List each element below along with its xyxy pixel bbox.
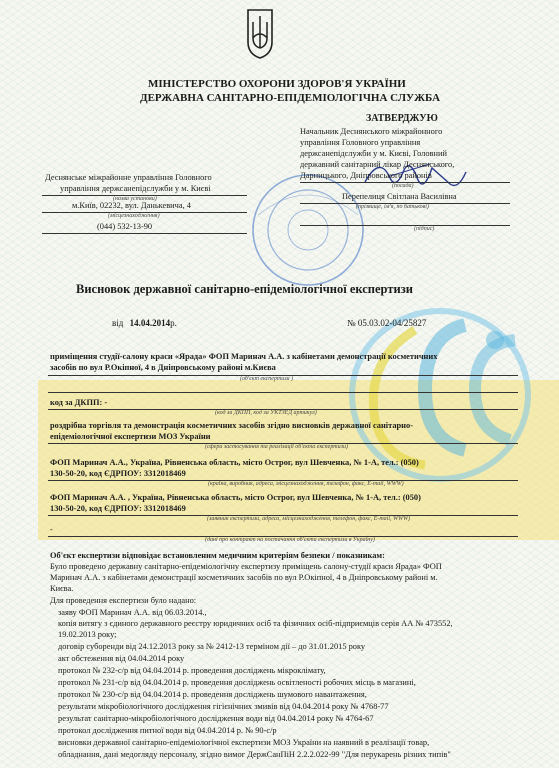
contract-value: - — [50, 525, 53, 534]
list-item: протокол № 232-с/р від 04.04.2014 р. проведення досліджень мікроклімату, — [58, 666, 326, 675]
dkpp-caption: (код за ДКПП, код за УКТЗЕД артикул) — [215, 410, 317, 416]
approve-position-1: Начальник Деснянського міжрайонного — [300, 127, 443, 136]
scope-line-2: епідеміологічної експертизи МОЗ України — [50, 432, 211, 441]
approve-position-caption: (посада) — [392, 183, 414, 189]
producer-line-2: 130-50-20, код ЄДРПОУ: 3312018469 — [50, 469, 186, 478]
object-caption: (об'єкт експертизи ) — [240, 376, 294, 382]
approve-position-3: держсанепідслужби у м. Києві, Головний — [300, 149, 447, 158]
approve-position-2: управління Головного управління — [300, 138, 421, 147]
institution-name-1: Деснянське міжрайонне управління Головного — [45, 173, 212, 182]
body-paragraph-2: Маринач А.А. з кабінетами демонстрації косметичних засобів по вул Р.Окіпної, 4 в Дніпровському районі м. — [50, 573, 438, 582]
official-stamp-icon — [248, 170, 368, 290]
institution-address-caption: (місцезнаходження) — [108, 213, 160, 219]
institution-name-caption: (назва установи) — [113, 196, 157, 202]
applicant-line-1: ФОП Маринач А.А. , Україна, Рівненська область, місто Острог, вул Шевченка, № 1-А, тел.: (050) — [50, 493, 421, 502]
submitted-heading: Для проведення експертизи було надано: — [50, 596, 197, 605]
list-item: копія витягу з єдиного державного реєстру юридичних осіб та фізичних осіб-підприємців серія АА № 473552, — [58, 619, 453, 628]
institution-address: м.Київ, 02232, вул. Данькевича, 4 — [72, 201, 191, 210]
document-date-row — [112, 318, 177, 328]
list-item: акт обстеження від 04.04.2014 року — [58, 654, 185, 663]
contract-caption: (дані про контракт на постачання об'єкта експертизи в Україну) — [205, 537, 375, 543]
approve-name: Перепелиця Світлана Василівна — [342, 192, 457, 201]
approve-signature-caption: (підпис) — [414, 226, 435, 232]
institution-name-2: управління держсанепідслужби у м. Києві — [60, 184, 211, 193]
coat-of-arms-icon — [245, 8, 275, 60]
document-number-row — [347, 318, 426, 328]
document-date: 14.04.2014 — [129, 318, 171, 328]
document-title: Висновок державної санітарно-епідеміологічної експертизи — [76, 282, 413, 296]
producer-caption: (країна, виробник, адреса, місцезнаходження, телефон, факс, E-mail, WWW) — [208, 481, 404, 487]
body-paragraph-1: Було проведено державну санітарно-епідеміологічну експертизу приміщень салону-студії краси Ярада» ФОП — [50, 562, 442, 571]
ministry-title: МІНІСТЕРСТВО ОХОРОНИ ЗДОРОВ'Я УКРАЇНИ — [148, 78, 406, 90]
date-label: від — [112, 318, 124, 328]
list-item: заяву ФОП Маринач А.А. від 06.03.2014., — [58, 608, 207, 617]
list-item: протокол № 230-с/р від 04.04.2014 р. проведення досліджень шумового навантаження, — [58, 690, 367, 699]
number-label: № — [347, 318, 356, 328]
scope-caption: (сфера застосування та реалізації об'єкта експертизи) — [205, 444, 348, 450]
list-item: 19.02.2013 року; — [58, 630, 117, 639]
list-item: протокол дослідження питної води від 04.04.2014 р. № 90-с/р — [58, 726, 277, 735]
scope-line-1: роздрібна торгівля та демонстрація косметичних засобів згідно висновків державної санітарно- — [50, 421, 413, 430]
approve-position-5: Дарницького, Дніпровського районів — [300, 171, 432, 180]
applicant-line-2: 130-50-20, код ЄДРПОУ: 3312018469 — [50, 504, 186, 513]
applicant-caption: (заявник експертизи, адреса, місцезнаходження, телефон, факс, E-mail, WWW) — [207, 516, 410, 522]
list-item: результат санітарно-мікробіологічного дослідження води від 04.04.2014 року № 4764-67 — [58, 714, 374, 723]
document-number: 05.03.02-04/25827 — [357, 318, 427, 328]
approve-name-caption: (прізвище, ім'я, по батькові) — [356, 204, 429, 210]
list-item: протокол № 231-с/р від 04.04.2014 р. проведення досліджень освітленості робочих місць в магазині, — [58, 678, 416, 687]
approve-title: ЗАТВЕРДЖУЮ — [366, 113, 438, 124]
object-line-1: приміщення студії-салону краси «Ярада» ФОП Маринач А.А. з кабінетами демонстрації косметичних — [50, 352, 438, 361]
producer-line-1: ФОП Маринач А.А., Україна, Рівненська область, місто Острог, вул Шевченка, № 1-А, тел.: (050) — [50, 458, 419, 467]
list-item: висновки державної санітарно-епідеміологічної експертизи МОЗ України на наявний в реалізації товар, — [58, 738, 430, 747]
list-item: договір суборенди від 24.12.2013 року за № 2412-13 терміном дії – до 31.01.2015 року — [58, 642, 366, 651]
object-line-2: засобів по вул Р.Окіпної, 4 в Дніпровському районі м.Києва — [50, 363, 276, 372]
service-title: ДЕРЖАВНА САНІТАРНО-ЕПІДЕМІОЛОГІЧНА СЛУЖБА — [140, 92, 441, 104]
institution-phone: (044) 532-13-90 — [97, 222, 153, 231]
body-paragraph-3: Києва. — [50, 584, 74, 593]
body-heading: Об'єкт експертизи відповідає встановленим медичним критеріям безпеки / показникам: — [50, 551, 385, 560]
list-item: результати мікробіологічного дослідження гігієнічних змивів від 04.04.2014 року № 4768-77 — [58, 702, 389, 711]
list-item: обладнання, дані медогляду персоналу, згідно вимог ДержСанПіН 2.2.2.022-99 "Для перукарень різних типів" — [58, 750, 451, 759]
approve-position-4: державний санітарний лікар Деснянського, — [300, 160, 455, 169]
date-suffix: р. — [170, 318, 177, 328]
dkpp-label: код за ДКПП: - — [50, 398, 108, 407]
